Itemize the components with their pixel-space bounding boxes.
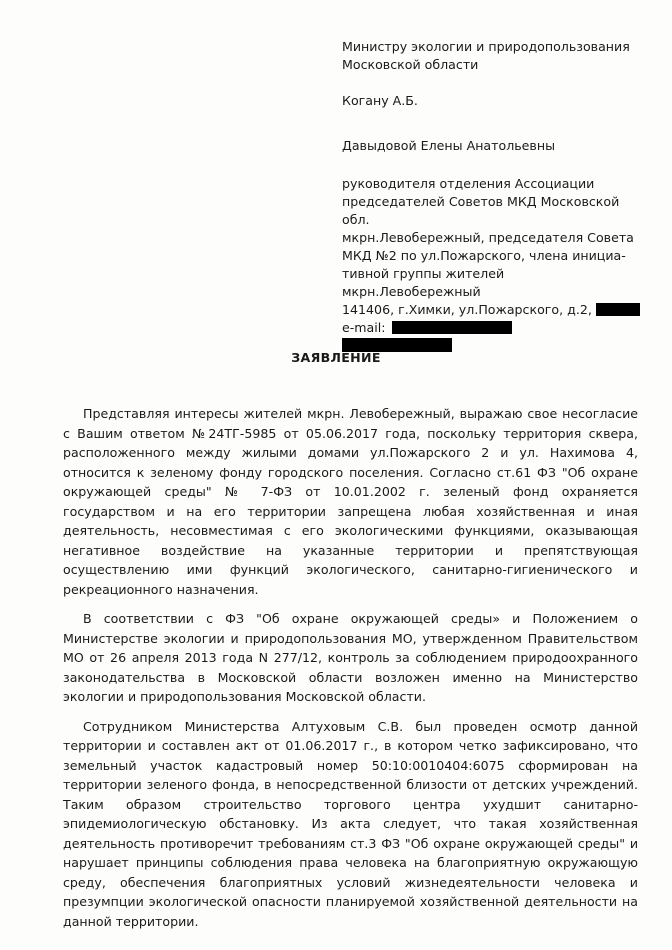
- sender-address: 141406, г.Химки, ул.Пожарского, д.2,: [342, 302, 592, 317]
- sender-detail-line: председателей Советов МКД Московской обл.: [342, 194, 620, 227]
- sender-email-label: e-mail:: [342, 320, 386, 335]
- sender-detail-line: тивной группы жителей мкрн.Левобережный: [342, 266, 505, 299]
- sender-details: [342, 175, 642, 355]
- sender-email-line: [342, 319, 642, 337]
- sender-detail-line: МКД №2 по ул.Пожарского, члена инициа-: [342, 248, 626, 263]
- sender-name: Давыдовой Елены Анатольевны: [342, 138, 556, 153]
- sender-detail-line: руководителя отделения Ассоциации: [342, 176, 595, 191]
- body-paragraph: Сотрудником Министерства Алтуховым С.В. был проведен осмотр данной территории и составлен акт от 01.06.2017 г., в котором четко зафиксировано, что земельный участок кадастровый номер 50:10:0010404:6075 сформирован на территории зеленого фонда, в непосредственной близости от детских учреждений. Таким образом строительство торгового центра ухудшит санитарно-эпидемиологическую обстановку. Из акта следует, что такая хозяйственная деятельность противоречит требованиям ст.3 ФЗ "Об охране окружающей среды" и нарушает принципы соблюдения права человека на благоприятную окружающую среду, обеспечения благоприятных условий жизнедеятельности человека и презумпции экологической опасности планируемой хозяйственной деятельности на данной территории.: [63, 718, 638, 929]
- addressee-ministry-line2: Московской области: [342, 57, 479, 72]
- addressee-ministry-line1: Министру экологии и природопользования: [342, 39, 630, 54]
- document-body: [63, 404, 638, 941]
- body-paragraph: В соответствии с ФЗ "Об охране окружающей среды» и Положением о Министерстве экологии и природопользования МО, утвержденном Правительством МО от 26 апреля 2013 года N 277/12, контроль за соблюдением природоохранного законодательства в Московской области возложен именно на Министерство экологии и природопользования Московской области.: [63, 611, 638, 704]
- document-title: ЗАЯВЛЕНИЕ: [291, 350, 381, 365]
- addressee-person: Когану А.Б.: [342, 93, 418, 108]
- redacted-block: [392, 321, 512, 334]
- header-block: [342, 38, 642, 355]
- redacted-block: [596, 303, 640, 316]
- body-paragraph: Представляя интересы жителей мкрн. Левобережный, выражаю свое несогласие с Вашим ответом №24ТГ-5985 от 05.06.2017 года, поскольку территория сквера, расположенного между жилыми домами ул.Пожарского 2 и ул. Нахимова 4, относится к зеленому фонду городского поселения. Согласно ст.61 ФЗ "Об охране окружающей среды" № 7-ФЗ от 10.01.2002 г. зеленый фонд охраняется государством и на его территории запрещена любая хозяйственная и иная деятельность, несовместимая с его экологическими функциями, оказывающая негативное воздействие на указанные территории и препятствующая осуществлению ими функций экологического, санитарно-гигиенического и рекреационного назначения.: [63, 406, 638, 597]
- sender-detail-line: мкрн.Левобережный, председателя Совета: [342, 230, 634, 245]
- sender-address-line: [342, 301, 642, 319]
